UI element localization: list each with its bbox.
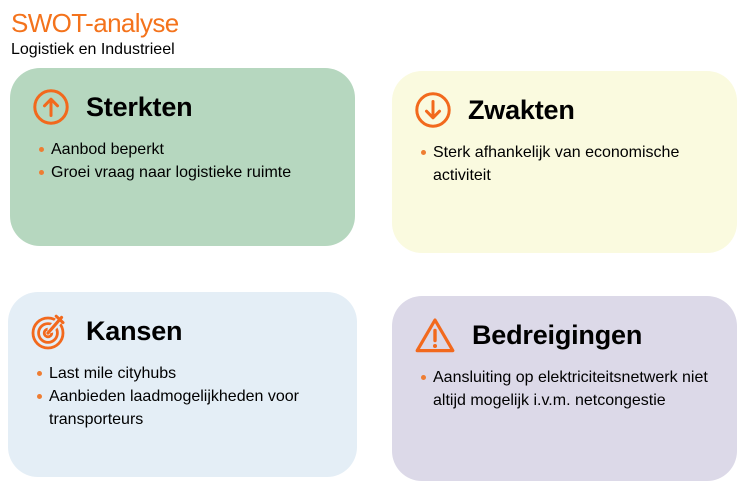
quadrant-title: Sterkten (86, 92, 193, 122)
quadrant-zwakten (392, 71, 737, 253)
quadrant-sterkten (10, 68, 355, 246)
bullet-list (414, 141, 717, 187)
bullet-item: Groei vraag naar logistieke ruimte (51, 161, 335, 184)
bullet-list (414, 366, 717, 412)
quadrant-title: Zwakten (468, 95, 575, 125)
bullet-item: Last mile cityhubs (49, 362, 337, 385)
quadrant-header (32, 87, 335, 127)
bullet-list (30, 362, 337, 431)
page-subtitle: Logistiek en Industrieel (11, 41, 175, 58)
bullet-item: Aanbod beperkt (51, 138, 335, 161)
quadrant-bedreigingen (392, 296, 737, 481)
quadrant-header (414, 315, 717, 355)
bullet-item: Aanbieden laadmogelijkheden voor transporteurs (49, 385, 337, 431)
bullet-list (32, 138, 335, 184)
bullet-item: Aansluiting op elektriciteitsnetwerk niet altijd mogelijk i.v.m. netcongestie (433, 366, 717, 412)
warning-triangle-icon (414, 316, 456, 354)
page-title: SWOT-analyse (11, 8, 179, 38)
slide-header (11, 8, 179, 59)
quadrant-header (414, 90, 717, 130)
target-dart-icon (30, 311, 70, 351)
quadrant-kansen (8, 292, 357, 477)
quadrant-title: Bedreigingen (472, 320, 643, 350)
quadrant-title: Kansen (86, 316, 183, 346)
bullet-item: Sterk afhankelijk van economische activiteit (433, 141, 717, 187)
arrow-down-circle-icon (414, 91, 452, 129)
arrow-up-circle-icon (32, 88, 70, 126)
quadrant-header (30, 311, 337, 351)
